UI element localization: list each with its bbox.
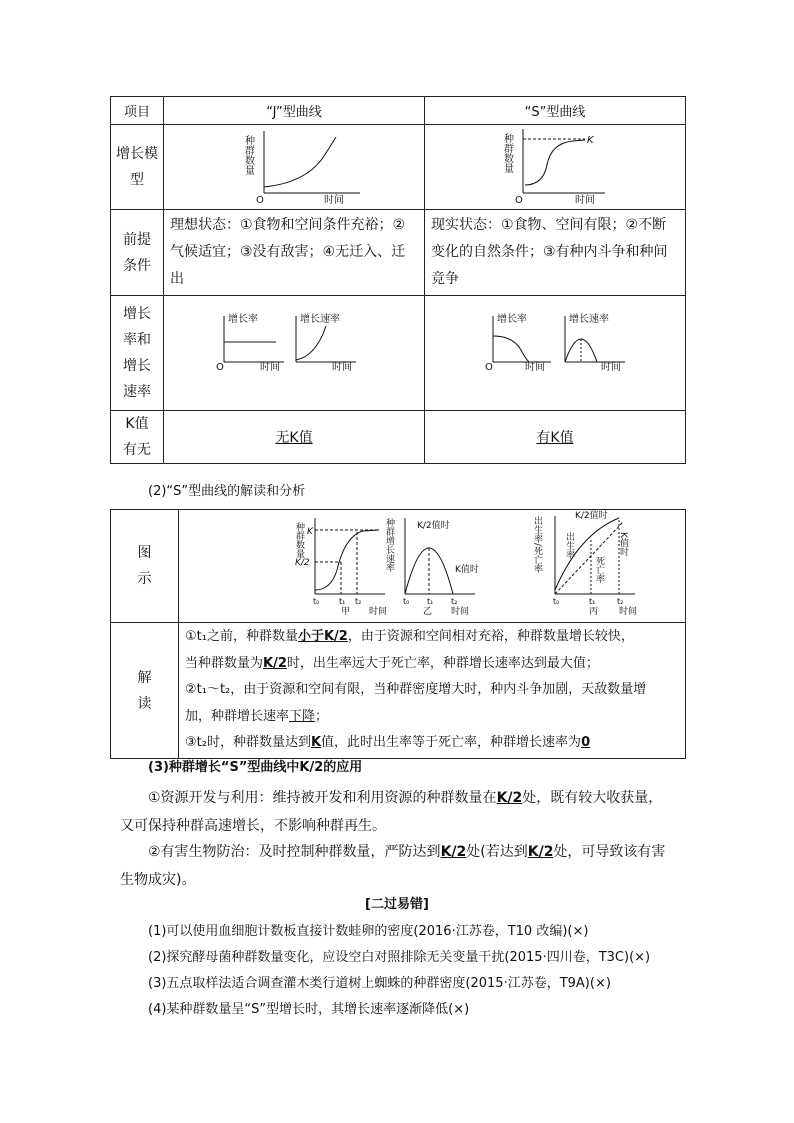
yi-t0: t₀ [403,597,410,606]
yi-xlabel: 时间 [451,607,470,617]
yi-t2: t₂ [451,597,458,606]
s-conditions-text: 现实状态：①食物、空间有限；②不断变化的自然条件；③有种内斗争和种间竞争 [425,210,686,296]
s-k-value: 有K值 [425,411,686,464]
s-rates-cell [425,296,686,411]
error-item-4: (4)某种群数量呈“S”型增长时，其增长速率逐渐降低(×) [148,1002,470,1017]
s-origin: O [515,195,523,205]
jia-t2: t₂ [355,597,362,606]
j-ylabel: 种群数量 [242,135,254,175]
s-rate-origin: O [485,362,493,373]
error-item-2: (2)探究酵母菌种群数量变化，应设空白对照排除无关变量干扰(2015·四川卷，T3C)(×) [148,950,651,965]
s-k-label: K [587,135,594,146]
j-xlabel: 时间 [324,195,344,205]
yi-end-label: K值时 [455,565,479,575]
j-rates-graphs [164,296,424,406]
jia-ylabel: 种群数量 [294,522,304,558]
jia-caption: 甲 [341,607,351,617]
bing-top-label: K/2值时 [575,511,608,521]
j-k-value: 无K值 [164,411,425,464]
j-rate-xlabel: 时间 [260,362,280,373]
s-growth-graph-cell [425,125,686,210]
jia-t1: t₁ [339,597,346,606]
s-curve-diagrams [179,510,685,618]
s-rates-graphs [425,296,683,406]
bing-k-label: K值时 [618,532,628,556]
s-xlabel: 时间 [575,195,595,205]
comparison-table [110,96,686,464]
s-speed-xlabel: 时间 [601,362,621,373]
j-conditions-text: 理想状态：①食物和空间条件充裕；②气候适宜；③没有敌害；④无迁入、迁出 [164,210,425,296]
bing-birth: 出生率 [564,532,574,559]
interp-line-4: 加，种群增长速率下降； [185,708,329,724]
application-paragraph-1-cont: 又可保持种群高速增长，不影响种群再生。 [120,818,386,834]
bing-t1: t₁ [589,597,596,606]
bing-xlabel: 时间 [619,607,638,617]
j-rate-label: 增长率 [228,314,258,325]
graph-bing [532,510,637,617]
j-rate-origin: O [216,362,224,373]
j-growth-graph-cell [164,125,425,210]
graph-yi [384,517,479,617]
jia-t0: t₀ [313,597,320,606]
header-item: 项目 [111,97,164,125]
application-paragraph-1: ①资源开发与利用：维持被开发和利用资源的种群数量在K/2处，既有较大收获量， [148,790,663,806]
graph-jia [294,518,387,617]
bing-caption: 丙 [589,607,599,617]
label-interpretation: 解读 [111,623,179,759]
label-k-value: K值有无 [111,411,164,464]
yi-top-label: K/2值时 [417,521,450,531]
interp-line-3: ②t₁～t₂，由于资源和空间有限，当种群密度增大时，种内斗争加剧，天敌数量增 [185,682,647,698]
s-curve-analysis-table [110,509,686,759]
s-speed-label: 增长速率 [569,314,609,325]
bing-t0: t₀ [553,597,560,606]
label-conditions: 前提条件 [111,210,164,296]
j-curve-graph [164,125,424,205]
j-speed-label: 增长速率 [300,314,340,325]
s-rate-xlabel: 时间 [525,362,545,373]
interp-line-5: ③t₂时，种群数量达到K值，此时出生率等于死亡率，种群增长速率为0 [185,735,591,751]
header-s-curve: “S”型曲线 [425,97,686,125]
section2-title: (2)“S”型曲线的解读和分析 [148,484,306,499]
s-ylabel: 种群数量 [501,133,513,173]
jia-k: K [307,527,313,537]
bing-death: 死亡率 [594,556,604,583]
yi-ylabel: 种群增长速率 [384,518,394,572]
bing-ylabel: 出生率/死亡率 [532,516,542,574]
interp-line-1: ①t₁之前，种群数量小于K/2，由于资源和空间相对充裕，种群数量增长较快， [185,629,634,645]
j-rates-cell [164,296,425,411]
jia-k2: K/2 [295,558,310,568]
j-speed-xlabel: 时间 [332,362,352,373]
j-origin: O [256,195,264,205]
errors-title: [二过易错] [365,897,429,912]
application-paragraph-2-cont: 生物成灾)。 [120,872,196,888]
header-j-curve: “J”型曲线 [164,97,425,125]
jia-xlabel: 时间 [369,607,388,617]
label-growth-model: 增长模型 [111,125,164,210]
application-paragraph-2: ②有害生物防治：及时控制种群数量，严防达到K/2处(若达到K/2处，可导致该有害 [148,844,666,860]
label-rates: 增长率和增长速率 [111,296,164,411]
yi-t1: t₁ [427,597,434,606]
diagram-cell [179,510,686,623]
interp-line-2: 当种群数量为K/2时，出生率远大于死亡率，种群增长速率达到最大值； [185,655,599,671]
s-rate-label: 增长率 [497,314,527,325]
error-item-1: (1)可以使用血细胞计数板直接计数蛙卵的密度(2016·江苏卷，T10 改编)(×) [148,924,589,939]
interpretation-text [179,623,686,759]
section3-title: (3)种群增长“S”型曲线中K/2的应用 [148,760,363,775]
error-item-3: (3)五点取样法适合调查灌木类行道树上蜘蛛的种群密度(2015·江苏卷，T9A)(×) [148,976,611,991]
label-diagram: 图示 [111,510,179,623]
s-curve-graph [425,125,683,205]
yi-caption: 乙 [423,607,433,617]
bing-t2: t₂ [617,597,624,606]
